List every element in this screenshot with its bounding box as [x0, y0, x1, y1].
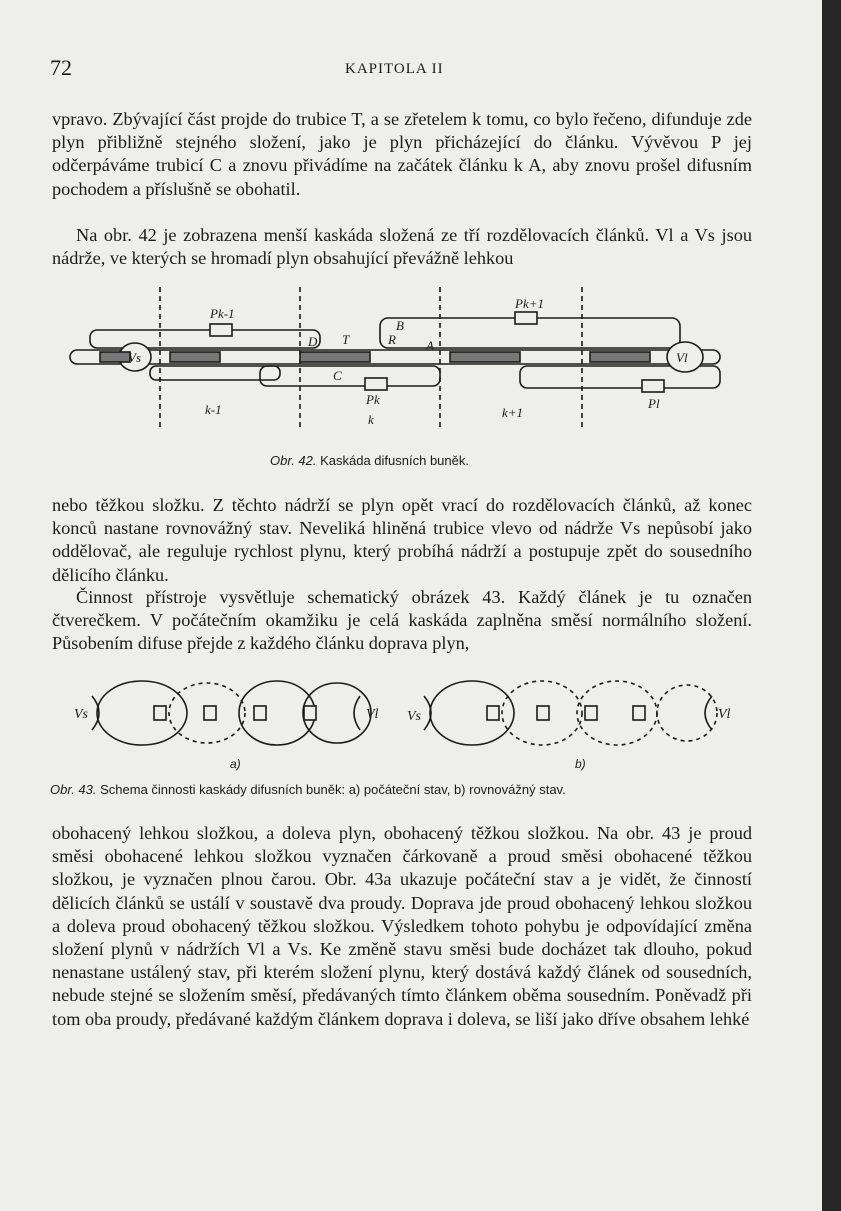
- label-k: k: [368, 412, 374, 427]
- membrane-2: [170, 352, 220, 362]
- tank-b-vl: [705, 696, 712, 730]
- figure-42-cascade-diagram: [60, 282, 740, 442]
- membrane-1: [100, 352, 130, 362]
- figure-43-schematic: [72, 668, 742, 773]
- figure-42-caption-text: Kaskáda difusních buněk.: [320, 453, 469, 468]
- pump-pl: [642, 380, 664, 392]
- cell-b-1: [487, 706, 499, 720]
- label-c: C: [333, 368, 342, 383]
- paragraph-4: Činnost přístroje vysvětluje schematický obrázek 43. Každý článek je tu označen čtverečkem. V počátečním okamžiku je celá kaskáda zaplněna směsí normálního složení. Působením difuse přejde z každého článku doprava plyn,: [52, 587, 752, 654]
- label-a-vs: Vs: [74, 707, 88, 722]
- paragraph-5: obohacený lehkou složkou, a doleva plyn, obohacený těžkou složkou. Na obr. 43 je proud směsi obohacené lehkou složkou vyznačen čárkovaně a proud směsi obohacené těžkou složkou, je vyznačen plnou čarou. Obr. 43a ukazuje počáteční stav a je vidět, že činností dělicích článků se ustálí v soustavě dva proudy. Doprava jde proud obohacený lehkou složkou a doleva proud obohacený těžkou složkou. Výsledkem tohoto pohybu je odpovídající změna složení plynů v nádržích Vl a Vs. Ke změně stavu směsi bude docházet tak dlouho, pokud nenastane ustálený stav, při kterém složení plynu, který dostává každý článek od sousedních, nebude stejné se složením směsí, předávaných tímto článkem oběma sousedním. Poněvadž při tom oba proudy, předávané každým článkem doprava i doleva, se liší jako dříve obsahem lehké: [52, 823, 752, 1029]
- paragraph-2: Na obr. 42 je zobrazena menší kaskáda složená ze tří rozdělovacích článků. Vl a Vs jsou nádrže, ve kterých se hromadí plyn obsahující převážně lehkou: [52, 225, 752, 269]
- label-b-vl: Vl: [718, 707, 731, 722]
- figure-43-sub-a: a): [230, 757, 241, 771]
- figure-43-sub-b: b): [575, 757, 586, 771]
- chapter-title: KAPITOLA II: [345, 61, 444, 77]
- cell-a-1: [154, 706, 166, 720]
- loop-b-4: [657, 685, 717, 741]
- cell-a-4: [304, 706, 316, 720]
- membrane-5: [590, 352, 650, 362]
- upper-loop-left: [90, 330, 320, 348]
- membrane-3: [300, 352, 370, 362]
- tank-a-vs: [92, 696, 99, 730]
- lower-loop-mid: [260, 366, 440, 386]
- loop-a-1: [97, 681, 187, 745]
- membrane-4: [450, 352, 520, 362]
- label-vl: Vl: [676, 350, 688, 365]
- scan-edge: [822, 0, 841, 1211]
- cell-b-2: [537, 706, 549, 720]
- label-vs: Vs: [128, 350, 141, 365]
- cell-a-3: [254, 706, 266, 720]
- pump-pk-1: [210, 324, 232, 336]
- label-k-minus: k-1: [205, 402, 222, 417]
- pump-pk: [365, 378, 387, 390]
- label-k-plus: k+1: [502, 405, 524, 420]
- pump-pk+1: [515, 312, 537, 324]
- label-r: R: [388, 332, 396, 347]
- figure-42-caption-label: Obr. 42.: [270, 453, 317, 468]
- figure-43-caption: [50, 782, 750, 797]
- cell-b-3: [585, 706, 597, 720]
- label-pk-plus: Pk+1: [515, 296, 544, 311]
- label-d: D: [308, 334, 318, 349]
- cell-b-4: [633, 706, 645, 720]
- label-b: B: [396, 318, 404, 333]
- label-t: T: [342, 332, 350, 347]
- label-a-vl: Vl: [366, 707, 379, 722]
- tank-a-vl: [354, 696, 360, 730]
- label-pk: Pk: [366, 392, 380, 407]
- label-b-vs: Vs: [407, 709, 421, 724]
- page-number: 72: [50, 55, 72, 80]
- label-pk-1: Pk-1: [210, 306, 235, 321]
- paragraph-1: vpravo. Zbývající část projde do trubice T, a se zřetelem k tomu, co bylo řečeno, difunduje zde plyn přibližně stejného složení, jako je plyn přicházející do článku. Vývěvou P jej odčerpáváme trubicí C a znovu přivádíme na začátek článku k A, aby znovu prošel difusním pochodem a příslušně se obohatil.: [52, 109, 752, 199]
- paragraph-3: nebo těžkou složku. Z těchto nádrží se plyn opět vrací do rozdělovacích článků, až konec konců nastane rovnovážný stav. Neveliká hliněná trubice vlevo od nádrže Vs nepůsobí jako oddělovač, ale reguluje rychlost plynu, který probíhá nádrží a postupuje zpět do sousedního dělicího článku.: [52, 495, 752, 585]
- figure-43-caption-text: Schema činnosti kaskády difusních buněk: a) počáteční stav, b) rovnovážný stav.: [100, 782, 566, 797]
- cell-a-2: [204, 706, 216, 720]
- label-pl: Pl: [648, 396, 660, 411]
- figure-43-caption-label: Obr. 43.: [50, 782, 97, 797]
- figure-42-caption: [270, 453, 469, 468]
- label-a: A: [426, 338, 434, 353]
- page-header: [50, 55, 750, 85]
